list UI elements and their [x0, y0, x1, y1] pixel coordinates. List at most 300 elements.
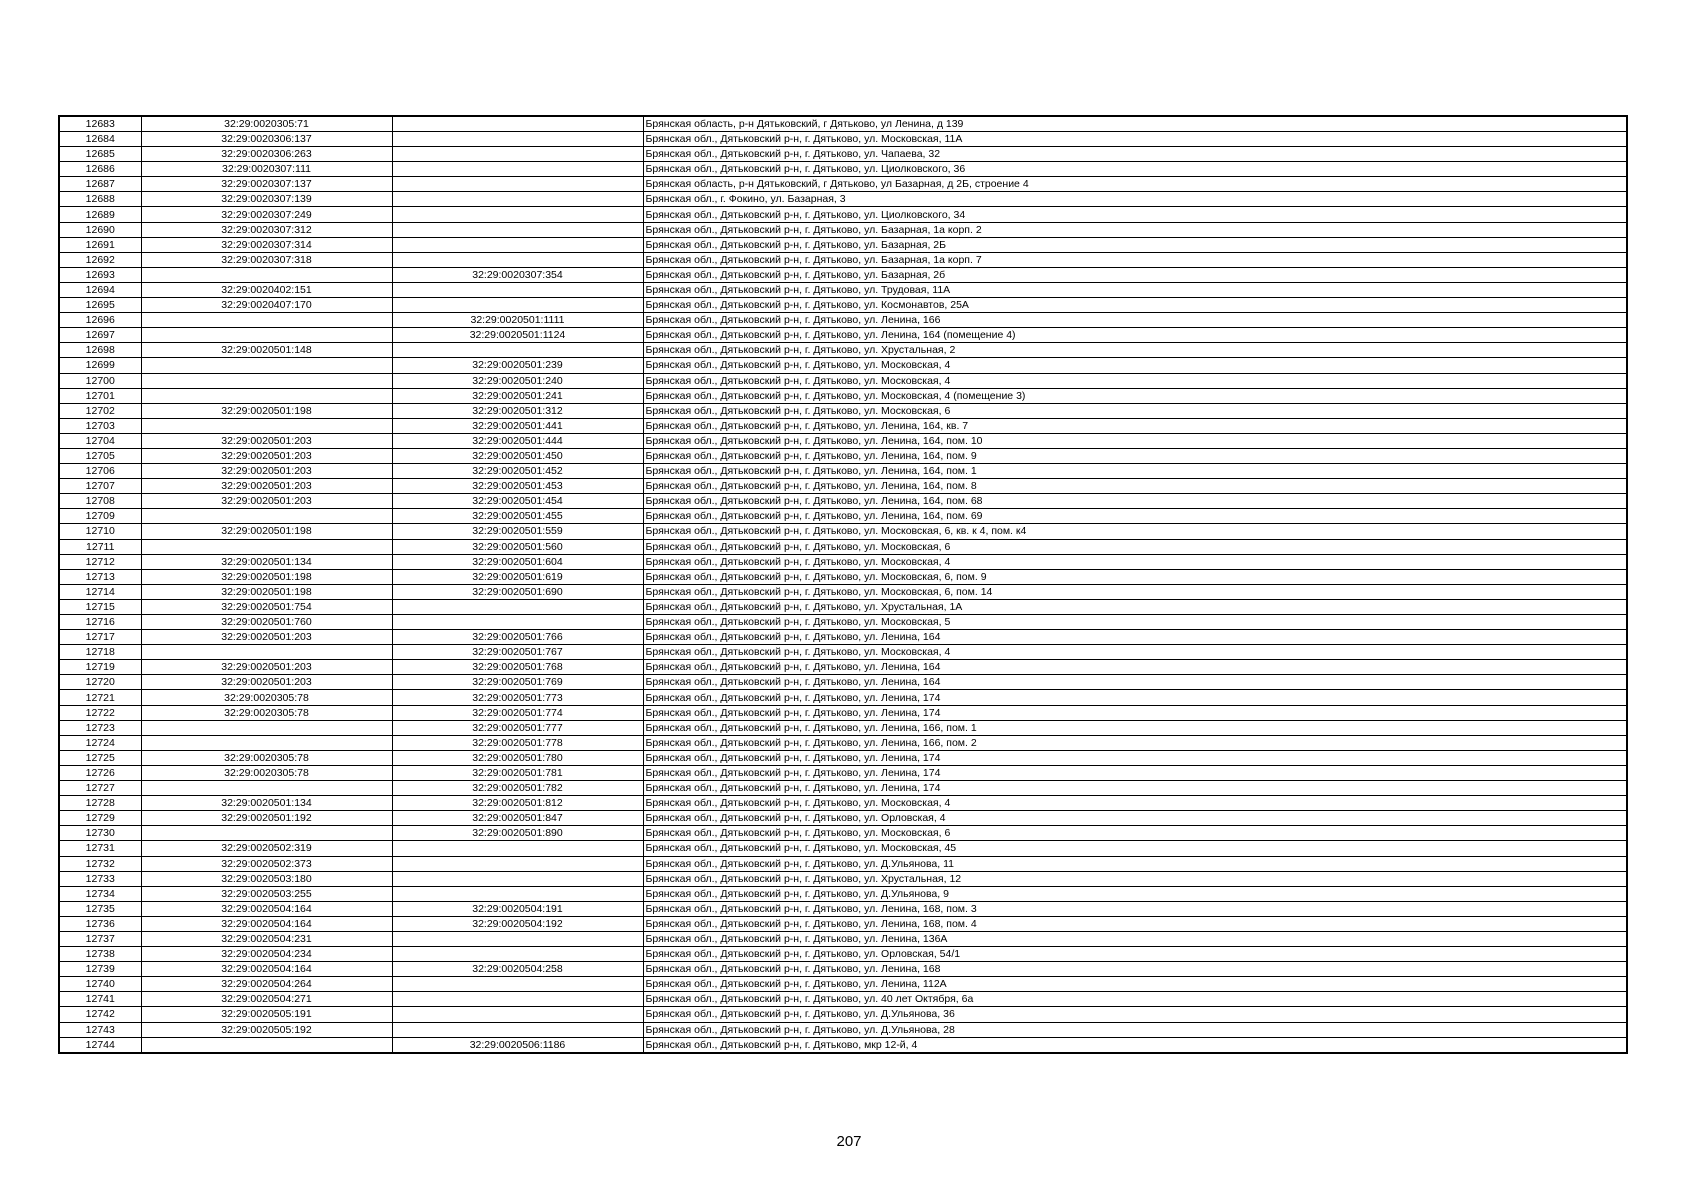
address-cell: Брянская обл., Дятьковский р-н, г. Дятьково, ул. Д.Ульянова, 36 — [643, 1007, 1627, 1022]
address-cell: Брянская обл., Дятьковский р-н, г. Дятьково, ул. Московская, 4 — [643, 645, 1627, 660]
cadastral-number-cell: 32:29:0020504:271 — [141, 992, 392, 1007]
cadastral-number-cell: 32:29:0020501:203 — [141, 479, 392, 494]
row-number-cell: 12731 — [59, 841, 141, 856]
row-number-cell: 12727 — [59, 781, 141, 796]
row-number-cell: 12713 — [59, 569, 141, 584]
table-row — [59, 539, 1627, 554]
linked-cadastral-number-cell — [392, 147, 643, 162]
cadastral-number-cell — [141, 509, 392, 524]
cadastral-number-cell — [141, 781, 392, 796]
address-cell: Брянская обл., Дятьковский р-н, г. Дятьково, ул. Ленина, 174 — [643, 705, 1627, 720]
address-cell: Брянская обл., Дятьковский р-н, г. Дятьково, ул. Ленина, 166, пом. 2 — [643, 735, 1627, 750]
row-number-cell: 12699 — [59, 358, 141, 373]
address-cell: Брянская обл., Дятьковский р-н, г. Дятьково, ул. Московская, 6 — [643, 539, 1627, 554]
linked-cadastral-number-cell: 32:29:0020501:780 — [392, 750, 643, 765]
row-number-cell: 12735 — [59, 901, 141, 916]
row-number-cell: 12717 — [59, 630, 141, 645]
address-cell: Брянская обл., Дятьковский р-н, г. Дятьково, ул. Московская, 6, пом. 14 — [643, 584, 1627, 599]
table-row — [59, 267, 1627, 282]
table-row — [59, 479, 1627, 494]
row-number-cell: 12711 — [59, 539, 141, 554]
registry-table-body — [59, 116, 1627, 1053]
cadastral-number-cell — [141, 826, 392, 841]
linked-cadastral-number-cell — [392, 615, 643, 630]
cadastral-number-cell: 32:29:0020307:137 — [141, 177, 392, 192]
cadastral-number-cell: 32:29:0020501:203 — [141, 464, 392, 479]
table-row — [59, 841, 1627, 856]
row-number-cell: 12714 — [59, 584, 141, 599]
address-cell: Брянская обл., Дятьковский р-н, г. Дятьково, ул. Московская, 4 — [643, 373, 1627, 388]
linked-cadastral-number-cell: 32:29:0020307:354 — [392, 267, 643, 282]
table-row — [59, 298, 1627, 313]
cadastral-number-cell: 32:29:0020501:203 — [141, 433, 392, 448]
cadastral-number-cell: 32:29:0020305:78 — [141, 705, 392, 720]
address-cell: Брянская обл., Дятьковский р-н, г. Дятьково, ул. Ленина, 164 — [643, 660, 1627, 675]
table-row — [59, 237, 1627, 252]
row-number-cell: 12740 — [59, 977, 141, 992]
cadastral-number-cell: 32:29:0020502:319 — [141, 841, 392, 856]
cadastral-number-cell — [141, 720, 392, 735]
row-number-cell: 12689 — [59, 207, 141, 222]
row-number-cell: 12712 — [59, 554, 141, 569]
linked-cadastral-number-cell: 32:29:0020501:452 — [392, 464, 643, 479]
address-cell: Брянская обл., Дятьковский р-н, г. Дятьково, ул. Орловская, 54/1 — [643, 947, 1627, 962]
address-cell: Брянская обл., Дятьковский р-н, г. Дятьково, ул. Ленина, 168, пом. 3 — [643, 901, 1627, 916]
row-number-cell: 12702 — [59, 403, 141, 418]
row-number-cell: 12696 — [59, 313, 141, 328]
row-number-cell: 12722 — [59, 705, 141, 720]
linked-cadastral-number-cell — [392, 162, 643, 177]
table-row — [59, 433, 1627, 448]
address-cell: Брянская обл., Дятьковский р-н, г. Дятьково, ул. Ленина, 166, пом. 1 — [643, 720, 1627, 735]
row-number-cell: 12697 — [59, 328, 141, 343]
table-row — [59, 494, 1627, 509]
table-row — [59, 796, 1627, 811]
row-number-cell: 12701 — [59, 388, 141, 403]
row-number-cell: 12692 — [59, 252, 141, 267]
address-cell: Брянская обл., Дятьковский р-н, г. Дятьково, ул. Циолковского, 36 — [643, 162, 1627, 177]
linked-cadastral-number-cell: 32:29:0020501:847 — [392, 811, 643, 826]
table-row — [59, 660, 1627, 675]
table-row — [59, 584, 1627, 599]
address-cell: Брянская обл., Дятьковский р-н, г. Дятьково, ул. Базарная, 1а корп. 7 — [643, 252, 1627, 267]
table-row — [59, 826, 1627, 841]
address-cell: Брянская обл., Дятьковский р-н, г. Дятьково, ул. Московская, 11А — [643, 132, 1627, 147]
table-row — [59, 599, 1627, 614]
linked-cadastral-number-cell: 32:29:0020501:769 — [392, 675, 643, 690]
row-number-cell: 12707 — [59, 479, 141, 494]
address-cell: Брянская обл., Дятьковский р-н, г. Дятьково, ул. Хрустальная, 1А — [643, 599, 1627, 614]
address-cell: Брянская обл., Дятьковский р-н, г. Дятьково, ул. Ленина, 164, пом. 1 — [643, 464, 1627, 479]
table-row — [59, 675, 1627, 690]
table-row — [59, 282, 1627, 297]
row-number-cell: 12739 — [59, 962, 141, 977]
cadastral-number-cell: 32:29:0020502:373 — [141, 856, 392, 871]
row-number-cell: 12724 — [59, 735, 141, 750]
address-cell: Брянская обл., Дятьковский р-н, г. Дятьково, ул. Ленина, 164 — [643, 630, 1627, 645]
linked-cadastral-number-cell: 32:29:0020501:239 — [392, 358, 643, 373]
row-number-cell: 12694 — [59, 282, 141, 297]
cadastral-number-cell: 32:29:0020503:180 — [141, 871, 392, 886]
table-row — [59, 162, 1627, 177]
address-cell: Брянская обл., Дятьковский р-н, г. Дятьково, ул. Ленина, 136А — [643, 931, 1627, 946]
linked-cadastral-number-cell: 32:29:0020501:559 — [392, 524, 643, 539]
table-row — [59, 750, 1627, 765]
linked-cadastral-number-cell: 32:29:0020501:455 — [392, 509, 643, 524]
table-row — [59, 720, 1627, 735]
row-number-cell: 12719 — [59, 660, 141, 675]
table-row — [59, 177, 1627, 192]
linked-cadastral-number-cell — [392, 207, 643, 222]
table-row — [59, 524, 1627, 539]
row-number-cell: 12716 — [59, 615, 141, 630]
linked-cadastral-number-cell — [392, 132, 643, 147]
table-row — [59, 645, 1627, 660]
address-cell: Брянская обл., Дятьковский р-н, г. Дятьково, ул. Д.Ульянова, 11 — [643, 856, 1627, 871]
cadastral-number-cell: 32:29:0020501:203 — [141, 675, 392, 690]
address-cell: Брянская обл., Дятьковский р-н, г. Дятьково, ул. Ленина, 174 — [643, 690, 1627, 705]
row-number-cell: 12691 — [59, 237, 141, 252]
address-cell: Брянская обл., Дятьковский р-н, г. Дятьково, ул. Д.Ульянова, 28 — [643, 1022, 1627, 1037]
row-number-cell: 12706 — [59, 464, 141, 479]
cadastral-number-cell: 32:29:0020501:148 — [141, 343, 392, 358]
row-number-cell: 12725 — [59, 750, 141, 765]
table-row — [59, 992, 1627, 1007]
row-number-cell: 12703 — [59, 418, 141, 433]
linked-cadastral-number-cell: 32:29:0020501:240 — [392, 373, 643, 388]
linked-cadastral-number-cell: 32:29:0020501:768 — [392, 660, 643, 675]
linked-cadastral-number-cell: 32:29:0020506:1186 — [392, 1037, 643, 1053]
address-cell: Брянская обл., Дятьковский р-н, г. Дятьково, ул. Д.Ульянова, 9 — [643, 886, 1627, 901]
cadastral-number-cell: 32:29:0020307:111 — [141, 162, 392, 177]
linked-cadastral-number-cell: 32:29:0020501:690 — [392, 584, 643, 599]
row-number-cell: 12710 — [59, 524, 141, 539]
linked-cadastral-number-cell — [392, 177, 643, 192]
row-number-cell: 12726 — [59, 765, 141, 780]
table-row — [59, 690, 1627, 705]
linked-cadastral-number-cell — [392, 931, 643, 946]
linked-cadastral-number-cell — [392, 856, 643, 871]
table-row — [59, 313, 1627, 328]
linked-cadastral-number-cell — [392, 599, 643, 614]
cadastral-number-cell: 32:29:0020501:203 — [141, 448, 392, 463]
cadastral-number-cell: 32:29:0020501:192 — [141, 811, 392, 826]
cadastral-number-cell — [141, 735, 392, 750]
row-number-cell: 12687 — [59, 177, 141, 192]
cadastral-number-cell: 32:29:0020501:203 — [141, 494, 392, 509]
linked-cadastral-number-cell — [392, 977, 643, 992]
table-row — [59, 147, 1627, 162]
address-cell: Брянская обл., Дятьковский р-н, г. Дятьково, ул. Московская, 4 (помещение 3) — [643, 388, 1627, 403]
linked-cadastral-number-cell: 32:29:0020501:1124 — [392, 328, 643, 343]
cadastral-number-cell: 32:29:0020305:71 — [141, 116, 392, 132]
cadastral-number-cell: 32:29:0020505:191 — [141, 1007, 392, 1022]
row-number-cell: 12741 — [59, 992, 141, 1007]
address-cell: Брянская обл., Дятьковский р-н, г. Дятьково, ул. Хрустальная, 2 — [643, 343, 1627, 358]
linked-cadastral-number-cell: 32:29:0020501:774 — [392, 705, 643, 720]
address-cell: Брянская обл., Дятьковский р-н, г. Дятьково, ул. Ленина, 164, пом. 9 — [643, 448, 1627, 463]
table-row — [59, 509, 1627, 524]
linked-cadastral-number-cell — [392, 298, 643, 313]
address-cell: Брянская обл., Дятьковский р-н, г. Дятьково, ул. Ленина, 164, пом. 10 — [643, 433, 1627, 448]
row-number-cell: 12686 — [59, 162, 141, 177]
table-row — [59, 781, 1627, 796]
address-cell: Брянская обл., Дятьковский р-н, г. Дятьково, ул. Ленина, 168, пом. 4 — [643, 916, 1627, 931]
table-row — [59, 977, 1627, 992]
row-number-cell: 12730 — [59, 826, 141, 841]
address-cell: Брянская обл., Дятьковский р-н, г. Дятьково, ул. Циолковского, 34 — [643, 207, 1627, 222]
address-cell: Брянская обл., Дятьковский р-н, г. Дятьково, ул. Ленина, 112А — [643, 977, 1627, 992]
row-number-cell: 12698 — [59, 343, 141, 358]
cadastral-number-cell: 32:29:0020504:164 — [141, 901, 392, 916]
table-row — [59, 886, 1627, 901]
table-row — [59, 856, 1627, 871]
row-number-cell: 12720 — [59, 675, 141, 690]
linked-cadastral-number-cell: 32:29:0020501:812 — [392, 796, 643, 811]
table-row — [59, 207, 1627, 222]
linked-cadastral-number-cell: 32:29:0020501:767 — [392, 645, 643, 660]
table-row — [59, 554, 1627, 569]
table-row — [59, 132, 1627, 147]
row-number-cell: 12733 — [59, 871, 141, 886]
linked-cadastral-number-cell: 32:29:0020501:782 — [392, 781, 643, 796]
row-number-cell: 12744 — [59, 1037, 141, 1053]
address-cell: Брянская обл., Дятьковский р-н, г. Дятьково, ул. Базарная, 2б — [643, 267, 1627, 282]
table-row — [59, 403, 1627, 418]
cadastral-number-cell: 32:29:0020504:234 — [141, 947, 392, 962]
cadastral-number-cell: 32:29:0020501:203 — [141, 630, 392, 645]
linked-cadastral-number-cell — [392, 886, 643, 901]
cadastral-number-cell — [141, 539, 392, 554]
row-number-cell: 12718 — [59, 645, 141, 660]
address-cell: Брянская обл., Дятьковский р-н, г. Дятьково, ул. Базарная, 2Б — [643, 237, 1627, 252]
cadastral-number-cell: 32:29:0020501:198 — [141, 524, 392, 539]
linked-cadastral-number-cell: 32:29:0020501:453 — [392, 479, 643, 494]
table-row — [59, 615, 1627, 630]
table-row — [59, 871, 1627, 886]
table-row — [59, 373, 1627, 388]
cadastral-number-cell — [141, 358, 392, 373]
table-row — [59, 931, 1627, 946]
table-row — [59, 222, 1627, 237]
linked-cadastral-number-cell: 32:29:0020501:450 — [392, 448, 643, 463]
linked-cadastral-number-cell: 32:29:0020504:192 — [392, 916, 643, 931]
cadastral-number-cell: 32:29:0020501:198 — [141, 584, 392, 599]
linked-cadastral-number-cell — [392, 192, 643, 207]
linked-cadastral-number-cell — [392, 992, 643, 1007]
row-number-cell: 12734 — [59, 886, 141, 901]
cadastral-number-cell: 32:29:0020504:164 — [141, 962, 392, 977]
linked-cadastral-number-cell: 32:29:0020501:777 — [392, 720, 643, 735]
table-row — [59, 705, 1627, 720]
cadastral-number-cell: 32:29:0020501:760 — [141, 615, 392, 630]
table-row — [59, 343, 1627, 358]
cadastral-number-cell: 32:29:0020504:264 — [141, 977, 392, 992]
row-number-cell: 12700 — [59, 373, 141, 388]
address-cell: Брянская обл., Дятьковский р-н, г. Дятьково, ул. Чапаева, 32 — [643, 147, 1627, 162]
address-cell: Брянская область, р-н Дятьковский, г Дятьково, ул Ленина, д 139 — [643, 116, 1627, 132]
address-cell: Брянская обл., Дятьковский р-н, г. Дятьково, ул. Ленина, 164, пом. 68 — [643, 494, 1627, 509]
linked-cadastral-number-cell: 32:29:0020501:560 — [392, 539, 643, 554]
table-row — [59, 1007, 1627, 1022]
table-row — [59, 916, 1627, 931]
row-number-cell: 12732 — [59, 856, 141, 871]
address-cell: Брянская обл., Дятьковский р-н, г. Дятьково, мкр 12-й, 4 — [643, 1037, 1627, 1053]
row-number-cell: 12723 — [59, 720, 141, 735]
table-row — [59, 947, 1627, 962]
address-cell: Брянская обл., Дятьковский р-н, г. Дятьково, ул. Ленина, 164 (помещение 4) — [643, 328, 1627, 343]
address-cell: Брянская обл., Дятьковский р-н, г. Дятьково, ул. Ленина, 174 — [643, 765, 1627, 780]
address-cell: Брянская обл., Дятьковский р-н, г. Дятьково, ул. Ленина, 168 — [643, 962, 1627, 977]
address-cell: Брянская обл., Дятьковский р-н, г. Дятьково, ул. Космонавтов, 25А — [643, 298, 1627, 313]
page-number: 207 — [836, 1133, 862, 1150]
row-number-cell: 12683 — [59, 116, 141, 132]
linked-cadastral-number-cell — [392, 1022, 643, 1037]
row-number-cell: 12721 — [59, 690, 141, 705]
cadastral-number-cell: 32:29:0020503:255 — [141, 886, 392, 901]
row-number-cell: 12690 — [59, 222, 141, 237]
cadastral-number-cell — [141, 328, 392, 343]
address-cell: Брянская обл., Дятьковский р-н, г. Дятьково, ул. Московская, 45 — [643, 841, 1627, 856]
row-number-cell: 12708 — [59, 494, 141, 509]
cadastral-number-cell: 32:29:0020505:192 — [141, 1022, 392, 1037]
address-cell: Брянская обл., Дятьковский р-н, г. Дятьково, ул. 40 лет Октября, 6а — [643, 992, 1627, 1007]
table-row — [59, 1037, 1627, 1053]
cadastral-number-cell: 32:29:0020307:139 — [141, 192, 392, 207]
table-row — [59, 1022, 1627, 1037]
row-number-cell: 12737 — [59, 931, 141, 946]
linked-cadastral-number-cell — [392, 282, 643, 297]
address-cell: Брянская обл., Дятьковский р-н, г. Дятьково, ул. Ленина, 174 — [643, 750, 1627, 765]
row-number-cell: 12704 — [59, 433, 141, 448]
address-cell: Брянская обл., Дятьковский р-н, г. Дятьково, ул. Московская, 6 — [643, 826, 1627, 841]
table-row — [59, 116, 1627, 132]
row-number-cell: 12743 — [59, 1022, 141, 1037]
linked-cadastral-number-cell: 32:29:0020501:619 — [392, 569, 643, 584]
table-row — [59, 358, 1627, 373]
linked-cadastral-number-cell — [392, 1007, 643, 1022]
table-row — [59, 630, 1627, 645]
address-cell: Брянская обл., Дятьковский р-н, г. Дятьково, ул. Московская, 6, пом. 9 — [643, 569, 1627, 584]
table-row — [59, 388, 1627, 403]
cadastral-number-cell: 32:29:0020501:754 — [141, 599, 392, 614]
linked-cadastral-number-cell: 32:29:0020501:773 — [392, 690, 643, 705]
cadastral-number-cell: 32:29:0020501:198 — [141, 569, 392, 584]
table-row — [59, 464, 1627, 479]
row-number-cell: 12738 — [59, 947, 141, 962]
cadastral-number-cell: 32:29:0020501:134 — [141, 554, 392, 569]
cadastral-number-cell — [141, 645, 392, 660]
cadastral-number-cell — [141, 1037, 392, 1053]
cadastral-number-cell: 32:29:0020501:203 — [141, 660, 392, 675]
table-row — [59, 192, 1627, 207]
linked-cadastral-number-cell: 32:29:0020501:778 — [392, 735, 643, 750]
table-row — [59, 418, 1627, 433]
linked-cadastral-number-cell: 32:29:0020501:1111 — [392, 313, 643, 328]
linked-cadastral-number-cell — [392, 252, 643, 267]
table-row — [59, 962, 1627, 977]
cadastral-number-cell: 32:29:0020306:263 — [141, 147, 392, 162]
linked-cadastral-number-cell: 32:29:0020504:258 — [392, 962, 643, 977]
cadastral-number-cell: 32:29:0020307:312 — [141, 222, 392, 237]
table-row — [59, 252, 1627, 267]
table-row — [59, 811, 1627, 826]
row-number-cell: 12729 — [59, 811, 141, 826]
linked-cadastral-number-cell: 32:29:0020501:766 — [392, 630, 643, 645]
row-number-cell: 12685 — [59, 147, 141, 162]
cadastral-number-cell: 32:29:0020306:137 — [141, 132, 392, 147]
row-number-cell: 12705 — [59, 448, 141, 463]
address-cell: Брянская обл., Дятьковский р-н, г. Дятьково, ул. Ленина, 174 — [643, 781, 1627, 796]
address-cell: Брянская обл., г. Фокино, ул. Базарная, 3 — [643, 192, 1627, 207]
address-cell: Брянская обл., Дятьковский р-н, г. Дятьково, ул. Ленина, 164, пом. 8 — [643, 479, 1627, 494]
linked-cadastral-number-cell: 32:29:0020501:441 — [392, 418, 643, 433]
linked-cadastral-number-cell: 32:29:0020504:191 — [392, 901, 643, 916]
cadastral-number-cell: 32:29:0020305:78 — [141, 690, 392, 705]
linked-cadastral-number-cell — [392, 947, 643, 962]
cadastral-number-cell: 32:29:0020407:170 — [141, 298, 392, 313]
linked-cadastral-number-cell — [392, 237, 643, 252]
row-number-cell: 12728 — [59, 796, 141, 811]
linked-cadastral-number-cell — [392, 841, 643, 856]
linked-cadastral-number-cell: 32:29:0020501:312 — [392, 403, 643, 418]
linked-cadastral-number-cell — [392, 343, 643, 358]
address-cell: Брянская обл., Дятьковский р-н, г. Дятьково, ул. Московская, 4 — [643, 796, 1627, 811]
row-number-cell: 12715 — [59, 599, 141, 614]
cadastral-number-cell: 32:29:0020504:164 — [141, 916, 392, 931]
table-row — [59, 569, 1627, 584]
address-cell: Брянская обл., Дятьковский р-н, г. Дятьково, ул. Московская, 5 — [643, 615, 1627, 630]
linked-cadastral-number-cell — [392, 871, 643, 886]
address-cell: Брянская обл., Дятьковский р-н, г. Дятьково, ул. Ленина, 164 — [643, 675, 1627, 690]
address-cell: Брянская обл., Дятьковский р-н, г. Дятьково, ул. Хрустальная, 12 — [643, 871, 1627, 886]
linked-cadastral-number-cell: 32:29:0020501:454 — [392, 494, 643, 509]
cadastral-number-cell: 32:29:0020501:198 — [141, 403, 392, 418]
row-number-cell: 12742 — [59, 1007, 141, 1022]
cadastral-number-cell: 32:29:0020402:151 — [141, 282, 392, 297]
address-cell: Брянская обл., Дятьковский р-н, г. Дятьково, ул. Орловская, 4 — [643, 811, 1627, 826]
cadastral-number-cell: 32:29:0020501:134 — [141, 796, 392, 811]
address-cell: Брянская обл., Дятьковский р-н, г. Дятьково, ул. Ленина, 164, кв. 7 — [643, 418, 1627, 433]
address-cell: Брянская обл., Дятьковский р-н, г. Дятьково, ул. Московская, 4 — [643, 554, 1627, 569]
row-number-cell: 12684 — [59, 132, 141, 147]
cadastral-number-cell — [141, 373, 392, 388]
registry-table — [58, 115, 1628, 1054]
row-number-cell: 12695 — [59, 298, 141, 313]
row-number-cell: 12688 — [59, 192, 141, 207]
cadastral-number-cell: 32:29:0020305:78 — [141, 765, 392, 780]
address-cell: Брянская обл., Дятьковский р-н, г. Дятьково, ул. Московская, 6 — [643, 403, 1627, 418]
linked-cadastral-number-cell — [392, 222, 643, 237]
cadastral-number-cell — [141, 418, 392, 433]
table-row — [59, 328, 1627, 343]
cadastral-number-cell: 32:29:0020307:314 — [141, 237, 392, 252]
address-cell: Брянская обл., Дятьковский р-н, г. Дятьково, ул. Московская, 4 — [643, 358, 1627, 373]
linked-cadastral-number-cell: 32:29:0020501:781 — [392, 765, 643, 780]
cadastral-number-cell: 32:29:0020307:249 — [141, 207, 392, 222]
row-number-cell: 12736 — [59, 916, 141, 931]
cadastral-number-cell: 32:29:0020504:231 — [141, 931, 392, 946]
address-cell: Брянская обл., Дятьковский р-н, г. Дятьково, ул. Ленина, 166 — [643, 313, 1627, 328]
row-number-cell: 12709 — [59, 509, 141, 524]
cadastral-number-cell: 32:29:0020307:318 — [141, 252, 392, 267]
table-row — [59, 901, 1627, 916]
linked-cadastral-number-cell: 32:29:0020501:241 — [392, 388, 643, 403]
linked-cadastral-number-cell: 32:29:0020501:890 — [392, 826, 643, 841]
table-row — [59, 765, 1627, 780]
address-cell: Брянская обл., Дятьковский р-н, г. Дятьково, ул. Трудовая, 11А — [643, 282, 1627, 297]
address-cell: Брянская обл., Дятьковский р-н, г. Дятьково, ул. Базарная, 1а корп. 2 — [643, 222, 1627, 237]
